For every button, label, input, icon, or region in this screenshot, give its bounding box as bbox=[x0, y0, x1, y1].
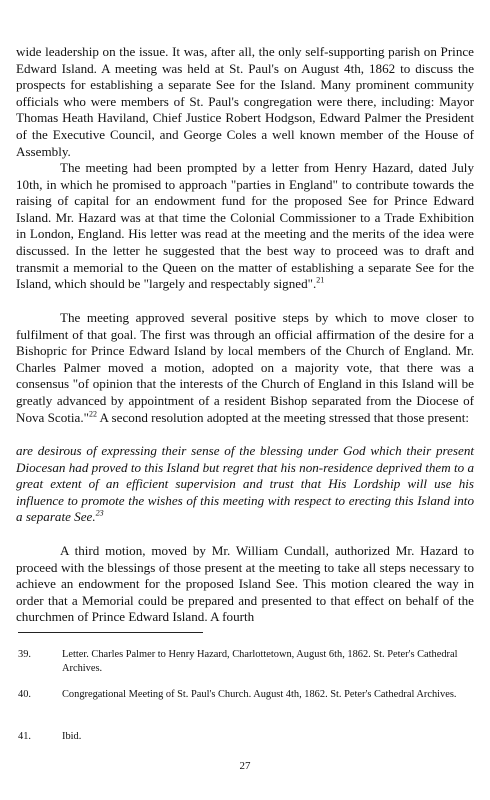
footnote-ref: 21 bbox=[316, 275, 325, 285]
footnote-text: Ibid. bbox=[62, 731, 82, 742]
quote-text: are desirous of expressing their sense of the blessing under God which their present Diocesan had proved to this Island but regret that his non-residence deprived them to a great extent of an efficient supervision and trust that His Lordship will use his influence to promote the wishes of this meeting with respect to erecting this Island into a separate See. bbox=[16, 443, 474, 525]
paragraph-text: wide leadership on the issue. It was, after all, the only self-supporting parish on Prince Edward Island. A meeting was held at St. Paul's on August 4th, 1862 to discuss the prospects for establishing a separate See for the Island. Many prominent community officials who were members of St. Paul's congregation were there, including: Mayor Thomas Heath Haviland, Chief Justice Robert Hodgson, Edward Palmer the President of the Executive Council, and George Coles a well known member of the House of Assembly. bbox=[16, 44, 474, 159]
paragraph-3 bbox=[16, 310, 474, 426]
footnote-40 bbox=[18, 688, 474, 702]
footnote-39 bbox=[18, 648, 474, 675]
paragraph-text: A third motion, moved by Mr. William Cundall, authorized Mr. Hazard to proceed with the blessings of those present at the meeting to take all steps necessary to achieve an endowment for the proposed Island See. This motion cleared the way in order that a Memorial could be prepared and presented to that effect on behalf of the churchmen of Prince Edward Island. A fourth bbox=[16, 543, 474, 625]
paragraph-text: The meeting had been prompted by a letter from Henry Hazard, dated July 10th, in which he promised to approach "parties in England" to contribute towards the raising of capital for an endowment fund for the proposed See for Prince Edward Island. Mr. Hazard was at that time the Colonial Commissioner to a Trade Exhibition in London, England. His letter was read at the meeting and the merits of the idea were discussed. In the letter he suggested that the best way to proceed was to draft and transmit a memorial to the Queen on the matter of establishing a separate See for the Island, which should be "largely and respectably signed". bbox=[16, 160, 474, 292]
footnote-number: 40. bbox=[18, 689, 31, 700]
footnote-number: 39. bbox=[18, 649, 31, 660]
footnote-number: 41. bbox=[18, 731, 31, 742]
footnote-ref: 22 bbox=[88, 409, 97, 419]
footnote-text: Congregational Meeting of St. Paul's Church. August 4th, 1862. St. Peter's Cathedral Archives. bbox=[62, 689, 457, 700]
block-quote bbox=[16, 443, 474, 526]
paragraph-text: The meeting approved several positive steps by which to move closer to fulfilment of that goal. The first was through an official affirmation of the desire for a Bishopric for Prince Edward Island by local members of the Church of England. Mr. Charles Palmer moved a motion, adopted on a majority vote, that there was a consensus "of opinion that the interests of the Church of England in this Island will be greatly advanced by appointment of a resident Bishop separated from the Diocese of Nova Scotia." bbox=[16, 310, 474, 425]
page-number: 27 bbox=[239, 760, 251, 772]
paragraph-4 bbox=[16, 543, 474, 626]
footnote-divider bbox=[18, 632, 203, 633]
footnote-text: Letter. Charles Palmer to Henry Hazard, Charlottetown, August 6th, 1862. St. Peter's Cathedral Archives. bbox=[62, 649, 458, 674]
paragraph-text: A second resolution adopted at the meeting stressed that those present: bbox=[99, 409, 469, 425]
paragraph-1 bbox=[16, 44, 474, 160]
footnote-41 bbox=[18, 730, 474, 744]
footnote-ref: 23 bbox=[95, 509, 104, 519]
paragraph-2 bbox=[16, 160, 474, 293]
